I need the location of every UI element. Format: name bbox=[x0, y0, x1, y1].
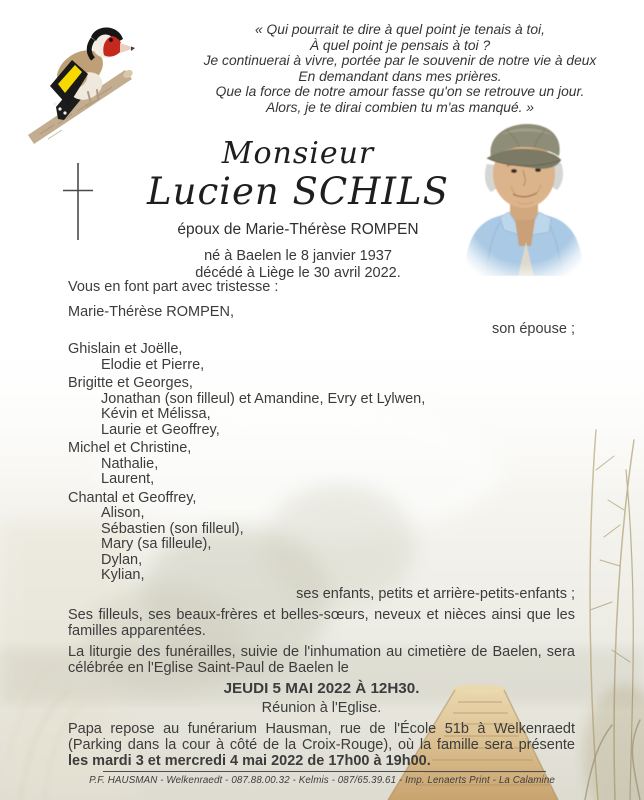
portrait-photo bbox=[456, 118, 592, 281]
family-line: Mary (sa filleule), bbox=[101, 536, 212, 552]
deceased-honorific: Monsieur bbox=[221, 136, 375, 171]
deceased-name: Lucien SCHILS bbox=[147, 170, 449, 213]
family-line: Kylian, bbox=[101, 567, 145, 583]
visitation-paragraph bbox=[68, 721, 575, 769]
quote-line: Alors, je te dirai combien tu m'as manqué. » bbox=[266, 99, 534, 115]
family-line: Sébastien (son filleul), bbox=[101, 520, 244, 537]
family-line: Jonathan (son filleul) et Amandine, Evry et Lylwen, bbox=[101, 390, 426, 407]
family-line: Elodie et Pierre, bbox=[101, 356, 205, 373]
children-relation: ses enfants, petits et arrière-petits-enfants ; bbox=[296, 585, 575, 602]
goldfinch-icon bbox=[28, 12, 140, 152]
family-line: Michel et Christine, bbox=[68, 440, 192, 456]
ceremony-date: JEUDI 5 MAI 2022 À 12H30. bbox=[223, 679, 420, 697]
deceased-birth: né à Baelen le 8 janvier 1937 bbox=[204, 248, 392, 264]
meeting-line: Réunion à l'Eglise. bbox=[261, 699, 382, 716]
announcement-body bbox=[68, 279, 575, 769]
family-line: Laurent, bbox=[101, 471, 155, 487]
deceased-title-block bbox=[98, 137, 498, 282]
funeral-home-footer: P.F. HAUSMAN - Welkenraedt - 087.88.00.32 - Kelmis - 087/65.39.61 - Imp. Lenaerts Print - La Calamine bbox=[89, 775, 555, 786]
memorial-quote bbox=[168, 22, 632, 116]
family-line: Ghislain et Joëlle, bbox=[68, 341, 183, 357]
spouse-name: Marie-Thérèse ROMPEN, bbox=[68, 304, 234, 320]
family-line: Chantal et Geoffrey, bbox=[68, 489, 197, 506]
deceased-spouse-of: époux de Marie-Thérèse ROMPEN bbox=[177, 221, 419, 238]
quote-line: Que la force de notre amour fasse qu'on se retrouve un jour. bbox=[215, 84, 585, 100]
spouse-relation: son épouse ; bbox=[491, 321, 575, 337]
family-line: Nathalie, bbox=[101, 455, 159, 472]
family-line: Laurie et Geoffrey, bbox=[101, 421, 220, 438]
footer-divider bbox=[103, 771, 546, 772]
family-line: Alison, bbox=[101, 505, 145, 521]
family-line: Brigitte et Georges, bbox=[68, 375, 193, 391]
cross-icon bbox=[60, 161, 96, 248]
visitation-dates: les mardi 3 et mercredi 4 mai 2022 de 17h00 à 19h00. bbox=[68, 752, 431, 769]
deceased-death: décédé à Liège le 30 avril 2022. bbox=[195, 265, 401, 281]
announcement-intro: Vous en font part avec tristesse : bbox=[68, 279, 279, 295]
family-line: Kévin et Mélissa, bbox=[101, 406, 211, 422]
ceremony-paragraph: La liturgie des funérailles, suivie de l'inhumation au cimetière de Baelen, sera célébrée en l'Eglise Saint-Paul de Baelen le bbox=[68, 643, 575, 676]
quote-line: À quel point je pensais à toi ? bbox=[309, 37, 491, 53]
relatives-paragraph: Ses filleuls, ses beaux-frères et belles-sœurs, neveux et nièces ainsi que les familles apparentées. bbox=[68, 606, 575, 639]
quote-line: En demandant dans mes prières. bbox=[298, 68, 502, 84]
quote-line: Je continuerai à vivre, portée par le souvenir de notre vie à deux bbox=[203, 53, 597, 69]
family-line: Dylan, bbox=[101, 551, 143, 568]
quote-line: « Qui pourrait te dire à quel point je tenais à toi, bbox=[255, 22, 545, 37]
visitation-text: Papa repose au funérarium Hausman, rue de l'École 51b à Welkenraedt (Parking dans la cour à côté de la Croix-Rouge), où la famille sera présente bbox=[68, 720, 575, 753]
